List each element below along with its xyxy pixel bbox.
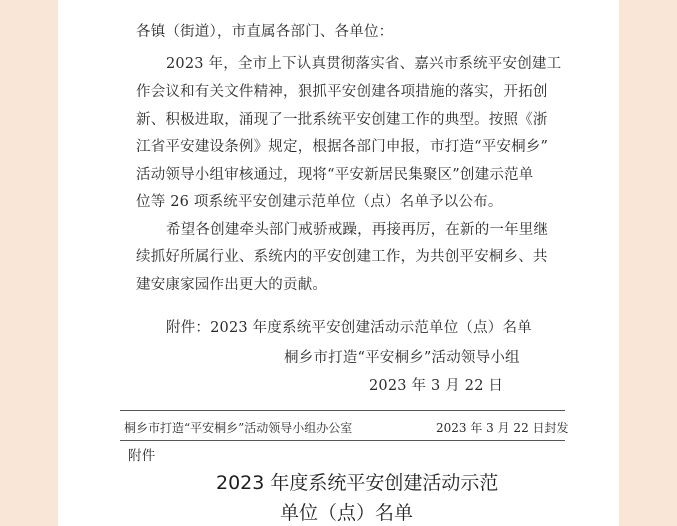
paragraph1-line1: 2023 年，全市上下认真贯彻落实省、嘉兴市系统平安创建工 — [166, 56, 562, 72]
attachment-note: 附件：2023 年度系统平安创建活动示范单位（点）名单 — [166, 320, 532, 336]
signature: 桐乡市打造“平安桐乡”活动领导小组 — [284, 350, 520, 366]
page-margin-right — [619, 0, 677, 526]
salutation: 各镇（街道），市直属各部门、各单位： — [136, 24, 394, 40]
page-margin-left — [0, 0, 58, 526]
appendix-title-line1: 2023 年度系统平安创建活动示范 — [216, 472, 499, 494]
footer-issuer: 桐乡市打造“平安桐乡”活动领导小组办公室 — [124, 421, 353, 435]
paragraph2-line3: 建安康家园作出更大的贡献。 — [136, 277, 328, 293]
paragraph2-line1: 希望各创建牵头部门戒骄戒躁，再接再厉，在新的一年里继 — [166, 222, 549, 238]
paragraph2-line2: 续抓好所属行业、系统内的平安创建工作，为共创平安桐乡、共 — [136, 249, 548, 265]
appendix-title-line2: 单位（点）名单 — [280, 502, 414, 524]
paragraph1-line2: 作会议和有关文件精神，狠抓平安创建各项措施的落实，开拓创 — [136, 84, 548, 100]
paragraph1-line5: 活动领导小组审核通过，现将“平安新居民集聚区”创建示范单 — [136, 167, 534, 183]
paragraph1-line3: 新、积极进取，涌现了一批系统平安创建工作的典型。按照《浙 — [136, 112, 548, 128]
paragraph1-line4: 江省平安建设条例》规定，根据各部门申报，市打造“平安桐乡” — [136, 139, 549, 155]
signature-date: 2023 年 3 月 22 日 — [369, 378, 504, 394]
paragraph1-line6: 位等 26 项系统平安创建示范单位（点）名单予以公布。 — [136, 194, 503, 210]
footer-rule-top — [120, 410, 565, 411]
document-page — [58, 0, 619, 526]
appendix-label: 附件 — [128, 448, 156, 464]
footer-rule-bottom — [120, 440, 565, 441]
footer-issue-date: 2023 年 3 月 22 日封发 — [436, 421, 569, 435]
